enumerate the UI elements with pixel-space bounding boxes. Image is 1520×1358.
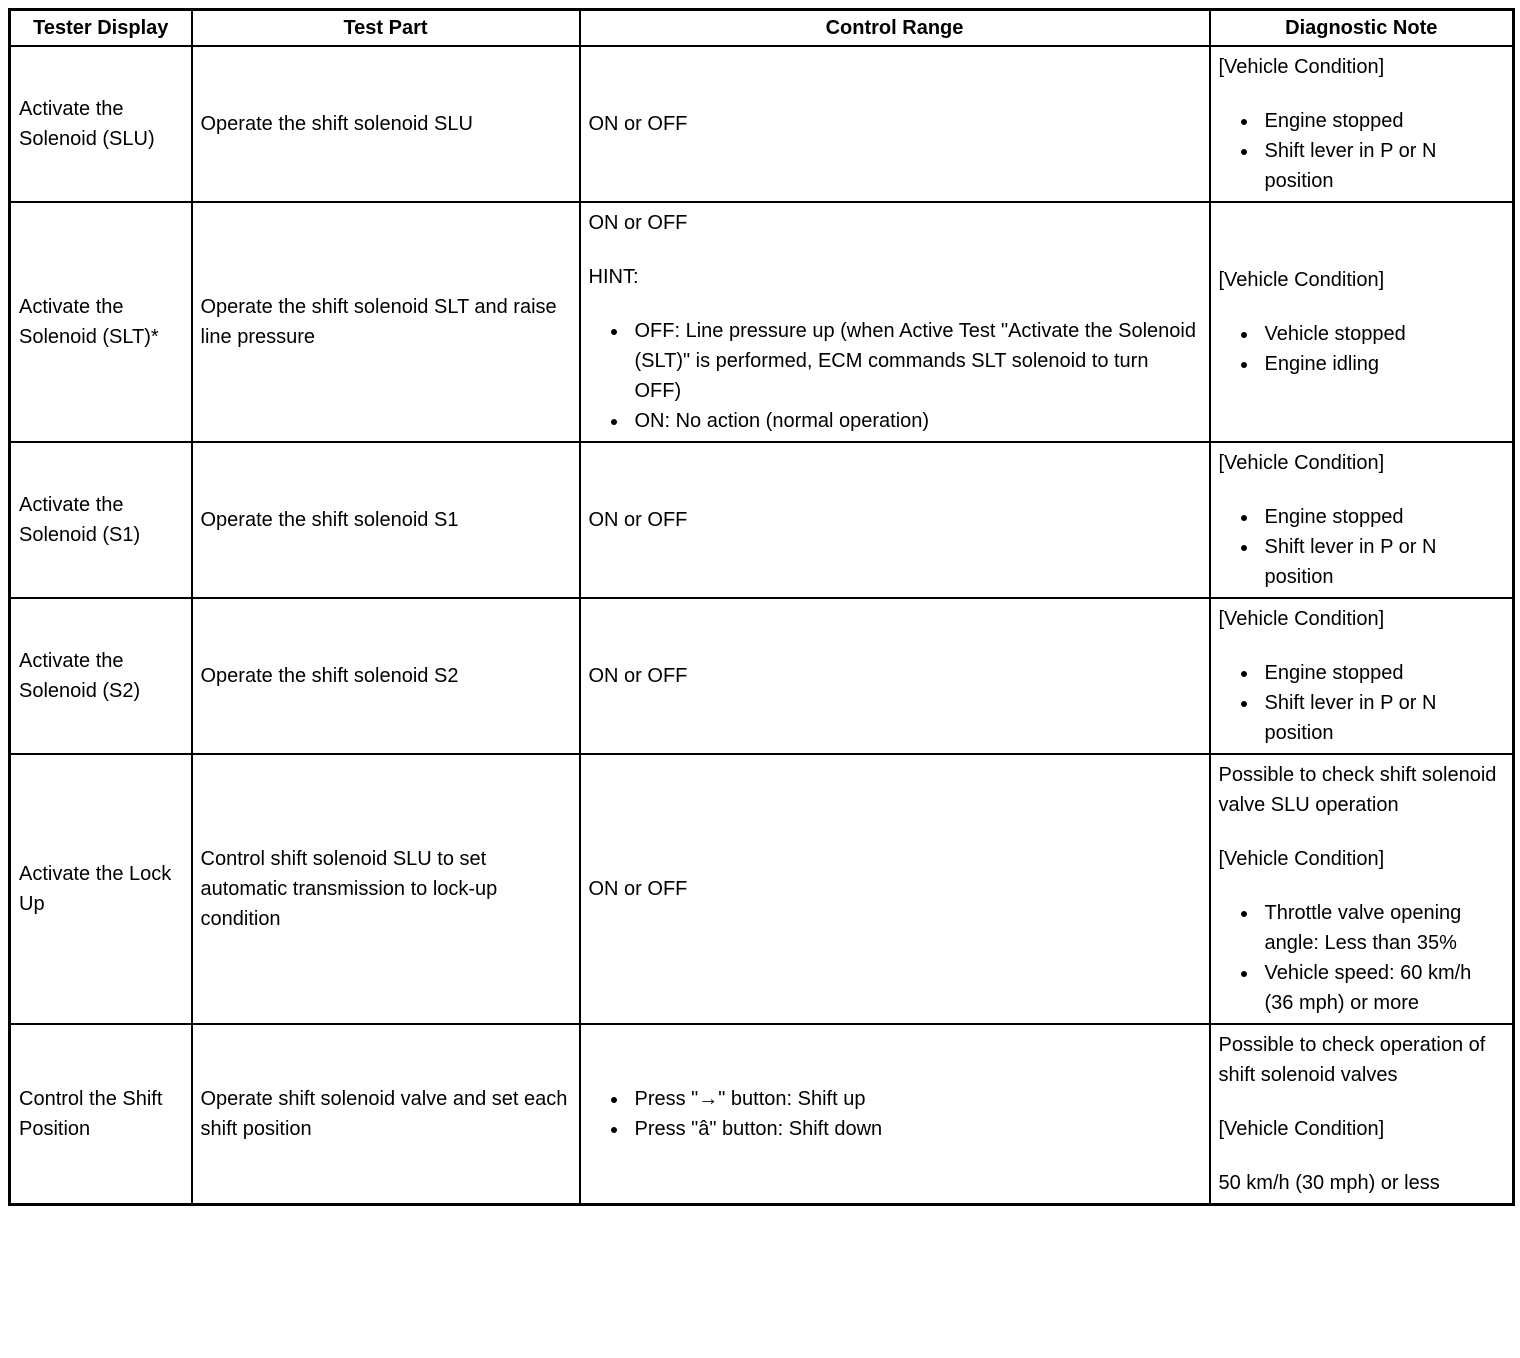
cell-test-part [192, 598, 580, 754]
cell-paragraph: Activate the Solenoid (S2) [19, 650, 141, 702]
cell-paragraph: Operate the shift solenoid S1 [200, 509, 459, 531]
cell-paragraph: [Vehicle Condition] [1218, 269, 1385, 291]
cell-diagnostic-note [1210, 46, 1514, 202]
cell-paragraph: Activate the Solenoid (SLT)* [19, 296, 159, 348]
cell-test-part [192, 754, 580, 1024]
cell-tester-display [10, 754, 192, 1024]
bullet-list [1219, 106, 1505, 196]
cell-test-part [192, 46, 580, 202]
cell-paragraph: [Vehicle Condition] [1218, 848, 1385, 870]
cell-test-part [192, 442, 580, 598]
bullet-list [589, 1084, 1201, 1144]
cell-paragraph: Operate shift solenoid valve and set each shift position [200, 1088, 568, 1140]
bullet-item: • Shift lever in P or N position [1259, 532, 1505, 592]
cell-paragraph: ON or OFF [588, 113, 688, 135]
cell-paragraph: ON or OFF [588, 509, 688, 531]
bullet-list [1219, 898, 1505, 1018]
cell-control-range [580, 1024, 1210, 1205]
table-row [10, 202, 1514, 442]
cell-paragraph: [Vehicle Condition] [1218, 1118, 1385, 1140]
cell-paragraph: [Vehicle Condition] [1218, 452, 1385, 474]
table-row [10, 46, 1514, 202]
cell-test-part [192, 202, 580, 442]
cell-test-part [192, 1024, 580, 1205]
cell-paragraph: ON or OFF [588, 212, 688, 234]
cell-diagnostic-note [1210, 442, 1514, 598]
cell-tester-display [10, 46, 192, 202]
bullet-list [589, 316, 1201, 436]
bullet-item: • Shift lever in P or N position [1259, 136, 1505, 196]
column-header-tester-display: Tester Display [10, 10, 192, 47]
cell-paragraph: Possible to check shift solenoid valve SLU operation [1218, 764, 1497, 816]
cell-control-range [580, 598, 1210, 754]
cell-diagnostic-note [1210, 754, 1514, 1024]
bullet-list [1219, 502, 1505, 592]
table-row [10, 754, 1514, 1024]
cell-diagnostic-note [1210, 1024, 1514, 1205]
column-header-control-range: Control Range [580, 10, 1210, 47]
cell-paragraph: [Vehicle Condition] [1218, 56, 1385, 78]
cell-control-range [580, 442, 1210, 598]
table-row [10, 442, 1514, 598]
bullet-item: • Vehicle speed: 60 km/h (36 mph) or more [1259, 958, 1505, 1018]
cell-paragraph: Operate the shift solenoid SLT and raise line pressure [200, 296, 557, 348]
bullet-list [1219, 658, 1505, 748]
bullet-item: • Throttle valve opening angle: Less than 35% [1259, 898, 1505, 958]
cell-paragraph: ON or OFF [588, 878, 688, 900]
cell-paragraph: 50 km/h (30 mph) or less [1218, 1172, 1440, 1194]
cell-diagnostic-note [1210, 202, 1514, 442]
cell-tester-display [10, 1024, 192, 1205]
cell-paragraph: [Vehicle Condition] [1218, 608, 1385, 630]
cell-control-range [580, 202, 1210, 442]
column-header-diagnostic-note: Diagnostic Note [1210, 10, 1514, 47]
bullet-item: • Shift lever in P or N position [1259, 688, 1505, 748]
table-row [10, 1024, 1514, 1205]
bullet-item: • Engine stopped [1259, 502, 1505, 532]
bullet-item: • Engine idling [1259, 349, 1505, 379]
bullet-item: • Engine stopped [1259, 658, 1505, 688]
cell-tester-display [10, 598, 192, 754]
table-header [10, 10, 1514, 47]
cell-tester-display [10, 442, 192, 598]
cell-paragraph: Activate the Solenoid (SLU) [19, 98, 155, 150]
cell-paragraph: Activate the Lock Up [19, 863, 172, 915]
bullet-item: • Vehicle stopped [1259, 319, 1505, 349]
cell-control-range [580, 46, 1210, 202]
bullet-item: • ON: No action (normal operation) [629, 406, 1201, 436]
cell-tester-display [10, 202, 192, 442]
cell-paragraph: Possible to check operation of shift solenoid valves [1218, 1034, 1486, 1086]
bullet-item: • Press "→" button: Shift up [629, 1084, 1201, 1114]
cell-paragraph: Activate the Solenoid (S1) [19, 494, 141, 546]
header-row [10, 10, 1514, 47]
cell-diagnostic-note [1210, 598, 1514, 754]
cell-paragraph: Operate the shift solenoid S2 [200, 665, 459, 687]
bullet-item: • OFF: Line pressure up (when Active Test "Activate the Solenoid (SLT)" is performed, ECM commands SLT solenoid to turn OFF) [629, 316, 1201, 406]
cell-control-range [580, 754, 1210, 1024]
cell-paragraph: Control the Shift Position [19, 1088, 163, 1140]
active-test-table [8, 8, 1515, 1206]
bullet-item: • Engine stopped [1259, 106, 1505, 136]
bullet-list [1219, 319, 1505, 379]
cell-paragraph: Control shift solenoid SLU to set automatic transmission to lock-up condition [200, 848, 498, 930]
cell-paragraph: HINT: [588, 266, 639, 288]
table-row [10, 598, 1514, 754]
bullet-item: • Press "â" button: Shift down [629, 1114, 1201, 1144]
column-header-test-part: Test Part [192, 10, 580, 47]
table-body [10, 46, 1514, 1205]
cell-paragraph: Operate the shift solenoid SLU [200, 113, 473, 135]
cell-paragraph: ON or OFF [588, 665, 688, 687]
